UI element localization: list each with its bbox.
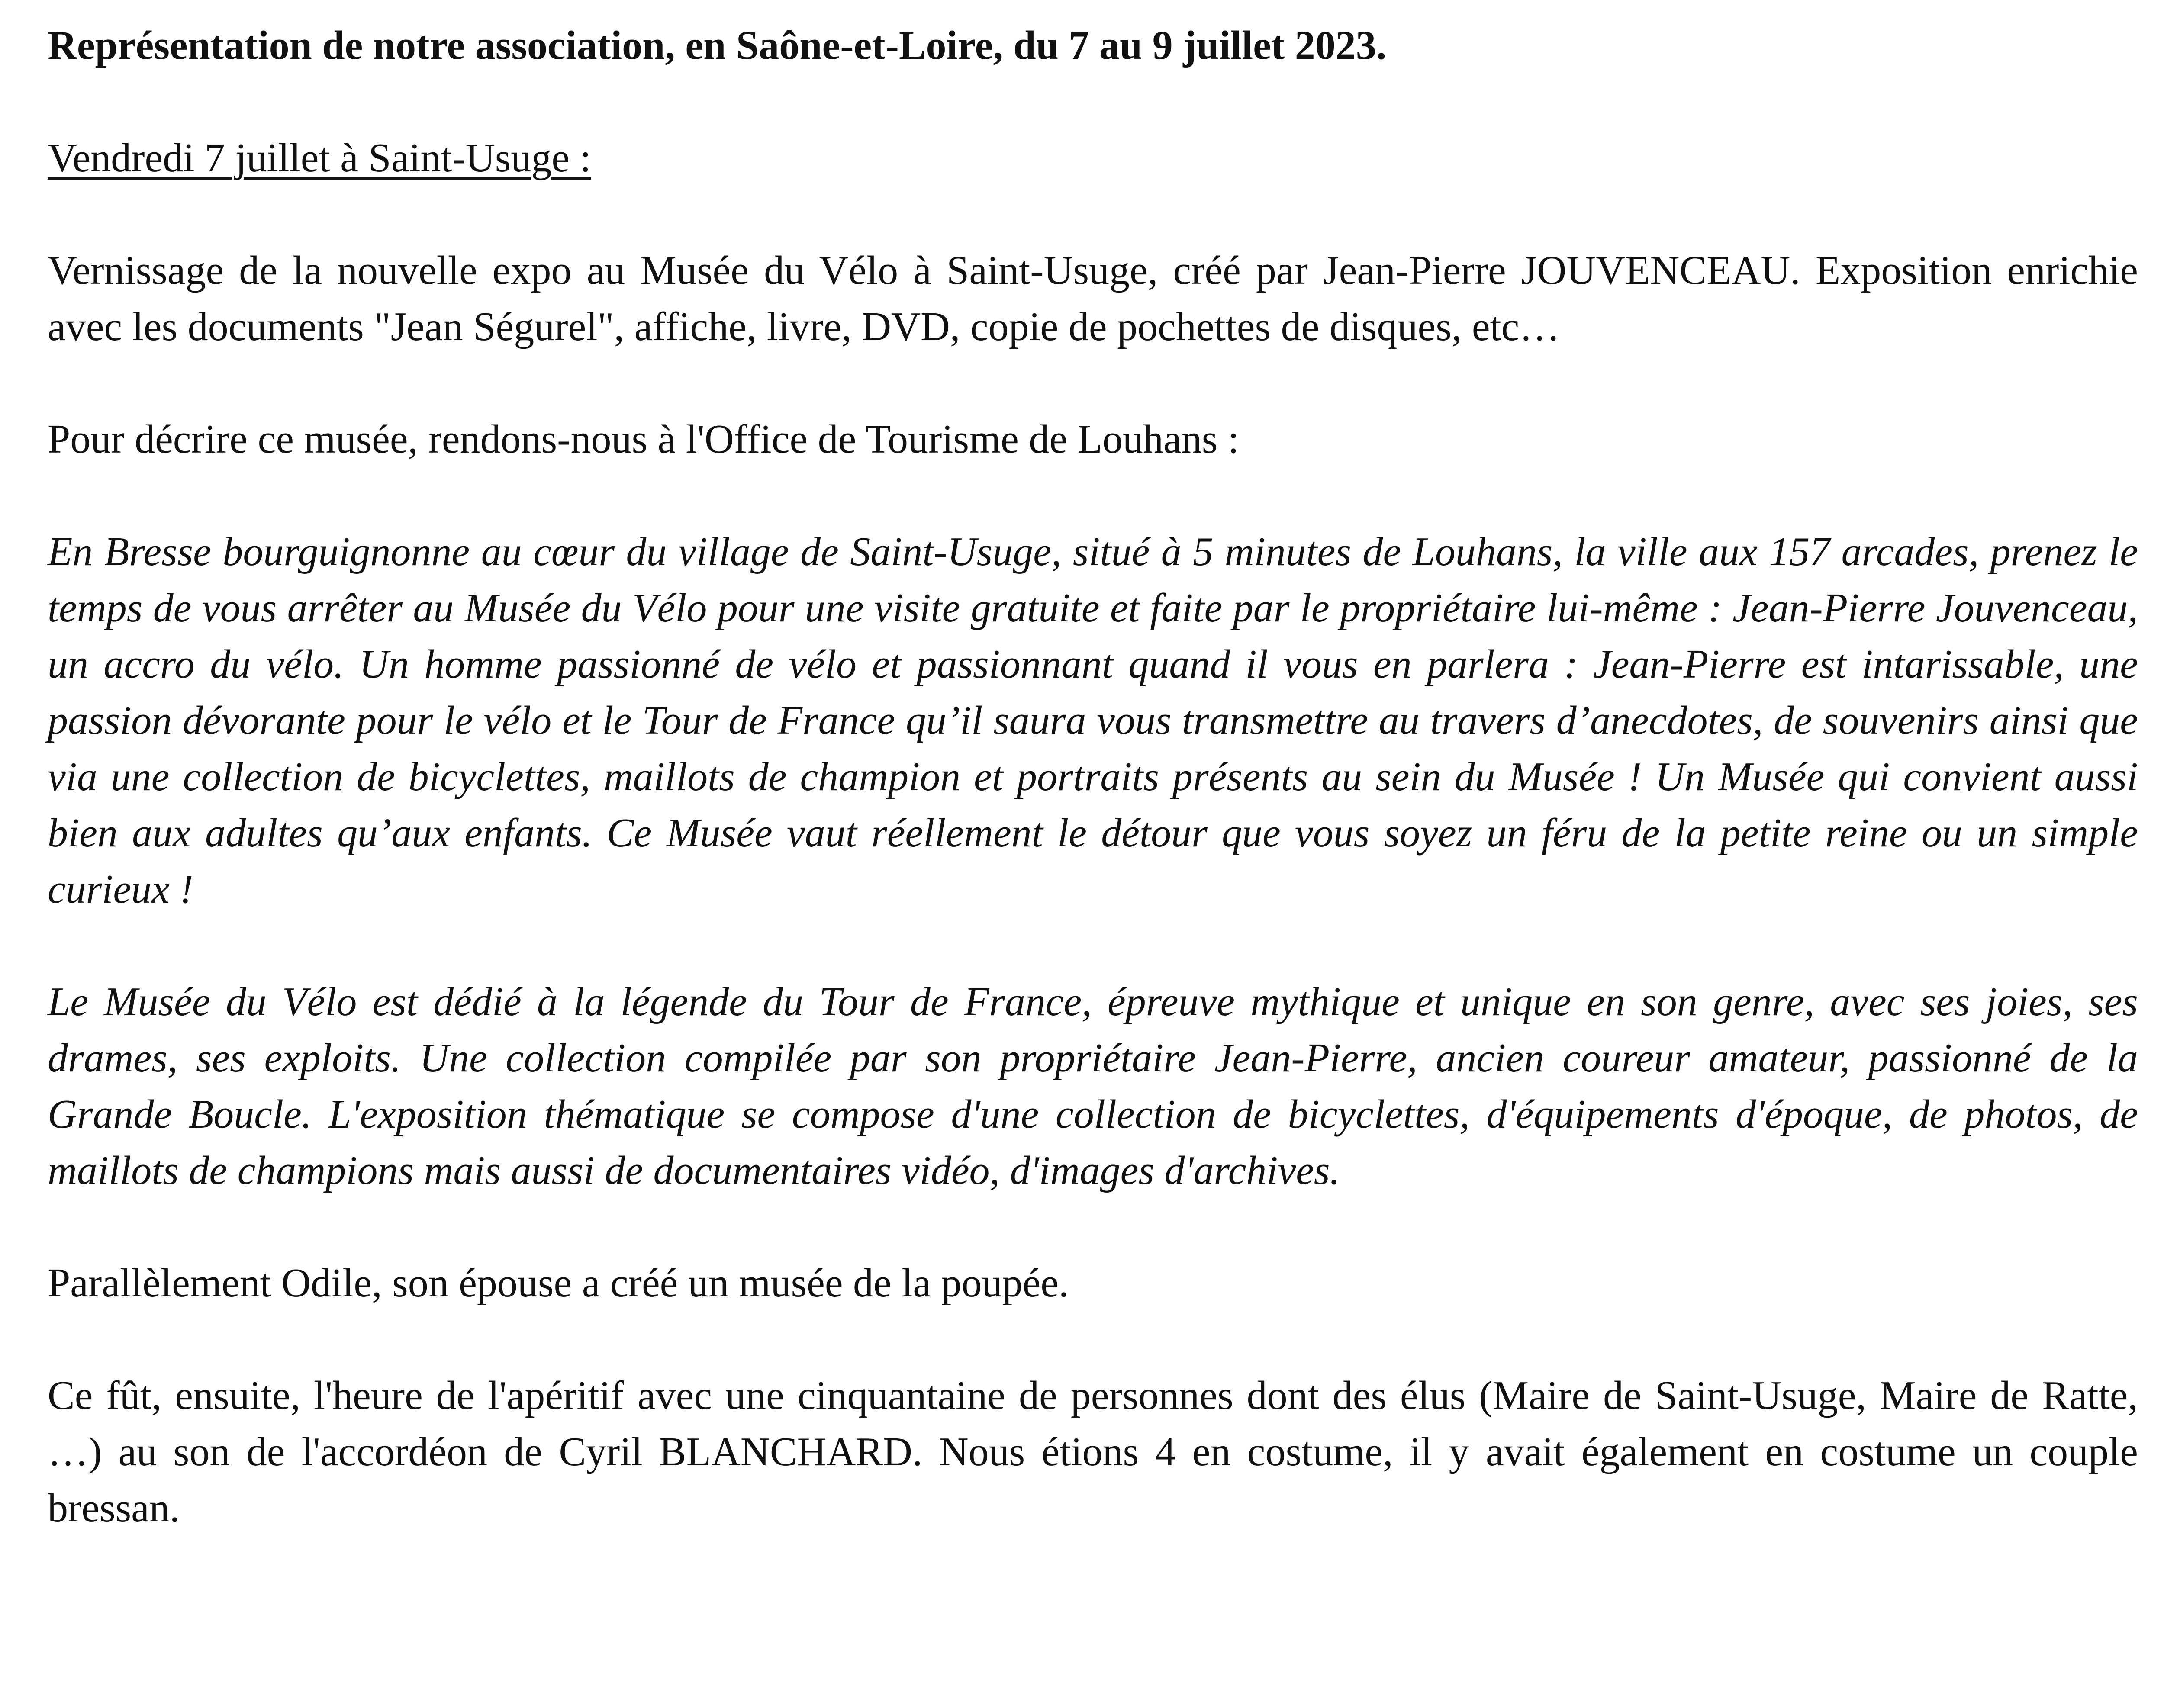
vernissage-paragraph: Vernissage de la nouvelle expo au Musée du Vélo à Saint-Usuge, créé par Jean-Pierre JOUVENCEAU. Exposition enrichie avec les documents "Jean Ségurel", affiche, livre, DVD, copie de pochettes de disques, etc… [48, 248, 2138, 349]
document-page [48, 17, 2138, 1536]
section-heading-paragraph [48, 130, 2138, 186]
office-intro-paragraph: Pour décrire ce musée, rendons-nous à l'Office de Tourisme de Louhans : [48, 417, 1239, 462]
document-title: Représentation de notre association, en Saône-et-Loire, du 7 au 9 juillet 2023. [48, 23, 1387, 68]
tourism-quote-paragraph-2: Le Musée du Vélo est dédié à la légende du Tour de France, épreuve mythique et unique en son genre, avec ses joies, ses drames, ses exploits. Une collection compilée par son propriétaire Jean-Pierre, ancien coureur amateur, passionné de la Grande Boucle. L'exposition thématique se compose d'une collection de bicyclettes, d'équipements d'époque, de photos, de maillots de champions mais aussi de documentaires vidéo, d'images d'archives. [48, 979, 2138, 1193]
section-heading: Vendredi 7 juillet à Saint-Usuge : [48, 135, 591, 180]
tourism-quote-paragraph-1: En Bresse bourguignonne au cœur du village de Saint-Usuge, situé à 5 minutes de Louhans, la ville aux 157 arcades, prenez le temps de vous arrêter au Musée du Vélo pour une visite gratuite et faite par le propriétaire lui-même : Jean-Pierre Jouvenceau, un accro du vélo. Un homme passionné de vélo et passionnant quand il vous en parlera : Jean-Pierre est intarissable, une passion dévorante pour le vélo et le Tour de France qu’il saura vous transmettre au travers d’anecdotes, de souvenirs ainsi que via une collection de bicyclettes, maillots de champion et portraits présents au sein du Musée ! Un Musée qui convient aussi bien aux adultes qu’aux enfants. Ce Musée vaut réellement le détour que vous soyez un féru de la petite reine ou un simple curieux ! [48, 529, 2138, 912]
doll-museum-paragraph: Parallèlement Odile, son épouse a créé un musée de la poupée. [48, 1261, 1069, 1306]
aperitif-paragraph: Ce fût, ensuite, l'heure de l'apéritif avec une cinquantaine de personnes dont des élus (Maire de Saint-Usuge, Maire de Ratte, …) au son de l'accordéon de Cyril BLANCHARD. Nous étions 4 en costume, il y avait également en costume un couple bressan. [48, 1373, 2138, 1531]
